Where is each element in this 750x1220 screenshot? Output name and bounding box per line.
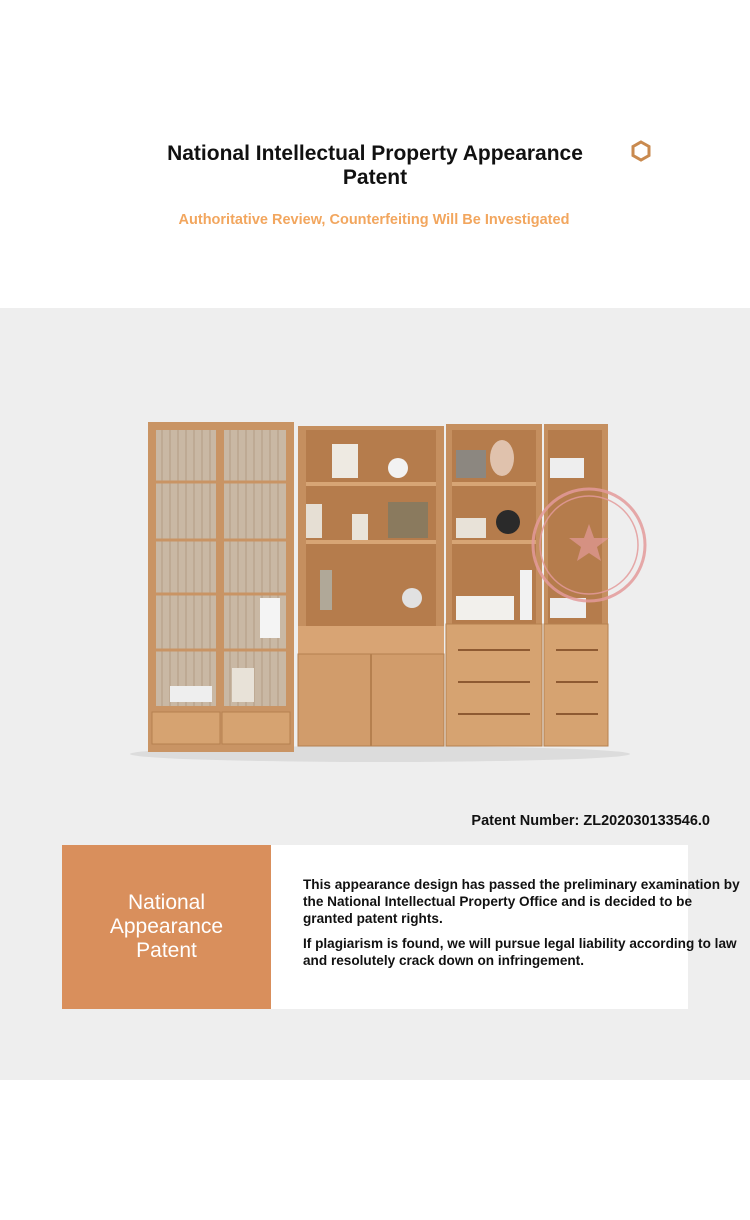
footer-blank xyxy=(0,1080,750,1220)
patent-card xyxy=(62,845,740,1009)
page-subtitle: Authoritative Review, Counterfeiting Will Be Investigated xyxy=(178,212,570,228)
patent-card-description xyxy=(303,876,743,977)
patent-card-label: National Appearance Patent xyxy=(109,891,224,962)
description-paragraph-1: This appearance design has passed the preliminary examination by the National Intellectual Property Office and is decided to be granted patent rights. xyxy=(303,877,740,926)
description-paragraph-2: If plagiarism is found, we will pursue legal liability according to law and resolutely crack down on infringement. xyxy=(303,936,737,968)
patent-number: Patent Number: ZL202030133546.0 xyxy=(471,813,710,829)
patent-card-label-box xyxy=(62,845,271,1009)
header-section xyxy=(0,0,750,308)
approval-stamp-icon xyxy=(528,484,650,606)
hexagon-icon xyxy=(630,140,652,162)
page-title: National Intellectual Property Appearance Patent xyxy=(167,142,583,189)
